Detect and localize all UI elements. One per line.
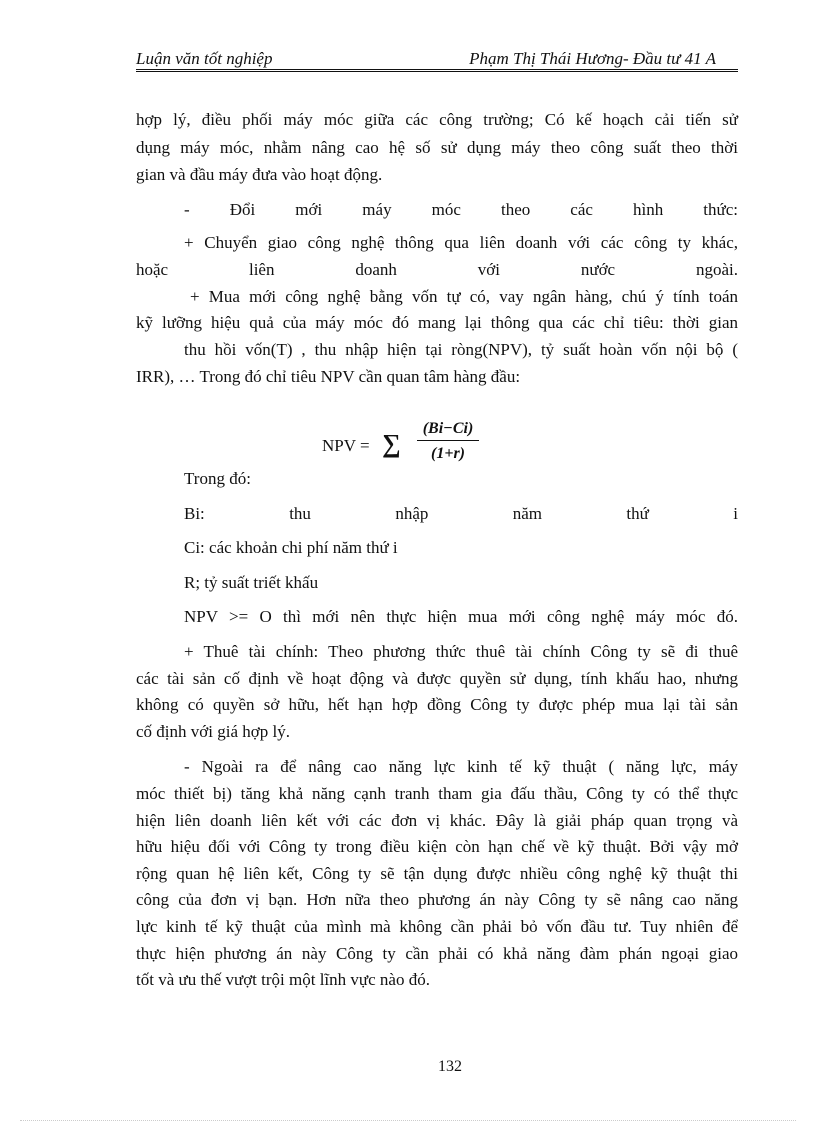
body-line: lực kinh tế kỹ thuật của mình mà không cần phải bỏ vốn đầu tư. Tuy nhiên để (136, 917, 738, 936)
body-line: Trong đó: (184, 469, 251, 488)
body-line: IRR), … Trong đó chỉ tiêu NPV cần quan tâm hàng đầu: (136, 367, 521, 386)
body-line: + Chuyển giao công nghệ thông qua liên doanh với các công ty khác, (184, 233, 738, 252)
body-line: - Ngoài ra để nâng cao năng lực kinh tế kỹ thuật ( năng lực, máy (184, 757, 738, 776)
body-line: móc thiết bị) tăng khả năng cạnh tranh tham gia đấu thầu, Công ty có thể thực (136, 784, 738, 803)
body-line: NPV >= O thì mới nên thực hiện mua mới công nghệ máy móc đó. (184, 607, 738, 626)
formula-fraction (417, 420, 479, 463)
body-line: dụng máy móc, nhằm nâng cao hệ số sử dụng máy theo công suất theo thời (136, 138, 738, 157)
page-number: 132 (438, 1058, 462, 1075)
body-line: hợp lý, điều phối máy móc giữa các công trường; Có kế hoạch cải tiến sử (136, 110, 738, 129)
body-line: R; tỷ suất triết khấu (184, 573, 319, 592)
body-line: - Đổi mới máy móc theo các hình thức: (184, 200, 738, 219)
body-line: tốt và ưu thế vượt trội một lĩnh vực nào đó. (136, 970, 430, 989)
body-line: hoặc liên doanh với nước ngoài. (136, 260, 738, 279)
body-line: rộng quan hệ liên kết, Công ty sẽ tận dụng được nhiều công nghệ kỹ thuật thi (136, 864, 738, 883)
body-line: Ci: các khoản chi phí năm thứ i (184, 538, 398, 557)
body-line: thu hồi vốn(T) , thu nhập hiện tại ròng(NPV), tỷ suất hoàn vốn nội bộ ( (184, 340, 738, 359)
npv-formula (322, 420, 522, 470)
formula-lhs: NPV = (322, 436, 370, 455)
body-line: hữu hiệu đối với Công ty trong điều kiện còn hạn chế về kỹ thuật. Bởi vậy mở (136, 837, 738, 856)
header-left: Luận văn tốt nghiệp (136, 49, 273, 68)
body-line: Bi: thu nhập năm thứ i (184, 504, 738, 523)
formula-denominator: (1+r) (431, 445, 465, 462)
body-line: + Mua mới công nghệ bằng vốn tự có, vay ngân hàng, chú ý tính toán (190, 287, 738, 306)
body-line: + Thuê tài chính: Theo phương thức thuê tài chính Công ty sẽ đi thuê (184, 642, 738, 661)
sum-symbol: ∑ (382, 429, 401, 458)
page-header (136, 49, 738, 72)
body-line: cố định với giá hợp lý. (136, 722, 290, 741)
body-line: công của đơn vị bạn. Hơn nữa theo phương án này Công ty sẽ nâng cao năng (136, 890, 738, 909)
header-right: Phạm Thị Thái Hương- Đầu tư 41 A (469, 49, 716, 68)
body-line: gian và đầu máy đưa vào hoạt động. (136, 165, 383, 184)
body-line: các tài sản cố định về hoạt động và được quyền sử dụng, tính khấu hao, nhưng (136, 669, 738, 688)
body-line: kỹ lưỡng hiệu quả của máy móc đó mang lại thông qua các chỉ tiêu: thời gian (136, 313, 738, 332)
body-line: hiện liên doanh liên kết với các đơn vị khác. Đây là giải pháp quan trọng và (136, 811, 738, 830)
formula-numerator: (Bi−Ci) (417, 420, 479, 441)
body-line: thực hiện phương án này Công ty cần phải có khả năng đàm phán ngoại giao (136, 944, 738, 963)
footer-divider (20, 1120, 796, 1121)
body-line: không có quyền sở hữu, hết hạn hợp đồng Công ty được phép mua lại tài sản (136, 695, 738, 714)
